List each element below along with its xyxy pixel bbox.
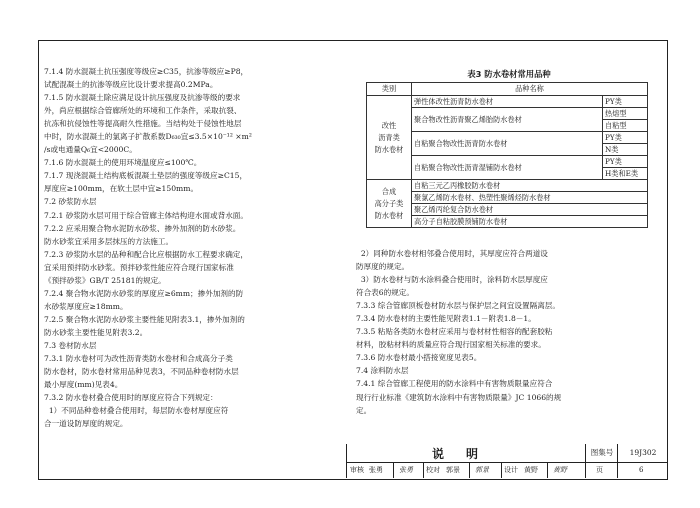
page-label: 页 [596, 466, 603, 474]
section-heading: 7.4 涂料防水层 [356, 366, 409, 376]
text-line: 宜采用预拌防水砂浆。预拌砂浆性能应符合现行国家标准 [44, 262, 234, 272]
text-line: 试配混凝土的抗渗等级应比设计要求提高0.2MPa。 [44, 80, 218, 90]
title-block [346, 444, 667, 478]
product-name: 弹性体改性沥青防水卷材 [412, 96, 603, 108]
reviewer-name: 张勇 [369, 466, 383, 474]
text-line: 7.3.3 综合管廊顶板卷材防水层与保护层之间宜设置隔离层。 [356, 301, 560, 311]
text-line: 7.2.4 聚合物水泥防水砂浆的厚度应≥6mm；掺外加剂的防 [44, 288, 244, 298]
table-row [367, 180, 648, 192]
text-line: 防水卷材，防水卷材常用品种见表3，不同品种卷材防水层 [44, 367, 239, 377]
right-text-column [356, 247, 662, 417]
text-line: 7.2.1 砂浆防水层可用于综合管廊主体结构迎水面或背水面。 [44, 210, 248, 220]
header-name: 品种名称 [412, 83, 648, 96]
text-line: 防水砂浆宜采用多层抹压的方法施工。 [44, 236, 174, 246]
text-line: 防水砂浆主要性能见附表3.2。 [44, 327, 148, 337]
review-label: 审核 [350, 466, 364, 474]
text-line: 7.4.1 综合管廊工程使用的防水涂料中有害物质限量应符合 [356, 379, 553, 389]
text-line: 7.2.5 聚合物水泥防水砂浆主要性能见附表3.1，掺外加剂的 [44, 314, 245, 324]
text-line: 7.3.2 防水卷材叠合使用时的厚度应符合下列规定： [44, 393, 218, 403]
atlas-label: 图集号 [585, 444, 618, 462]
product-type: PY类 [603, 156, 648, 168]
text-line: 水砂浆厚度应≥18mm。 [44, 301, 128, 311]
product-name: 自粘聚合物改性沥青防水卷材 [412, 132, 603, 156]
designer-name: 黄野 [524, 466, 538, 474]
product-name: 聚乙烯丙纶复合防水卷材 [412, 204, 648, 216]
product-type: N类 [603, 144, 648, 156]
text-line: /s或电通量Q₆宜<2000C。 [44, 145, 137, 155]
category-cell: 合成 高分子类 防水卷材 [367, 180, 412, 228]
reviewer-signature: 张勇 [399, 466, 413, 474]
product-name: 聚氯乙烯防水卷材、热塑性聚烯烃防水卷材 [412, 192, 648, 204]
product-type: 自粘型 [603, 120, 648, 132]
product-type: 热熔型 [603, 108, 648, 120]
title-block-top-row [347, 444, 667, 463]
text-line: 1）不同品种卷材叠合使用时，每层防水卷材厚度应符 [44, 406, 229, 416]
category-cell: 改性 沥青类 防水卷材 [367, 96, 412, 180]
text-line: 2）同种防水卷材相邻叠合使用时，其厚度应符合两道设 [356, 249, 548, 258]
text-line: 7.1.4 防水混凝土抗压强度等级应≥C35，抗渗等级应≥P8， [44, 67, 249, 76]
text-line: 7.3.4 防水卷材的主要性能见附表1.1－附表1.8－1。 [356, 314, 536, 324]
text-line: 7.1.7 现浇混凝土结构底板混凝土垫层的强度等级应≥C15， [44, 171, 248, 181]
text-line: 厚度应≥100mm，在软土层中宜≥150mm。 [44, 184, 199, 194]
text-line: 7.3.5 粘贴各类防水卷材应采用与卷材材性相容的配套胶粘 [356, 327, 553, 337]
product-name: 自粘三元乙丙橡胶防水卷材 [412, 180, 648, 192]
text-line: 抗冻和抗侵蚀性等提高耐久性措施。当结构处于侵蚀性地层 [44, 119, 242, 129]
title-block-sign-row [347, 462, 667, 478]
checker-name: 郭景 [446, 466, 460, 474]
text-line: 7.1.6 防水混凝土的使用环境温度应≤100℃。 [44, 158, 202, 168]
section-heading: 7.2 砂浆防水层 [44, 197, 97, 207]
product-type: PY类 [603, 96, 648, 108]
text-line: 7.3.6 防水卷材最小搭接宽度见表5。 [356, 353, 482, 363]
text-line: 符合表6的规定。 [356, 288, 414, 298]
text-line: 7.3.1 防水卷材可为改性沥青类防水卷材和合成高分子类 [44, 354, 233, 364]
text-line: 最小厚度(mm)见表4。 [44, 380, 123, 390]
text-line: 中时，防水混凝土的氯离子扩散系数D₆₃₀宜≤3.5×10⁻¹² ×m² [44, 132, 252, 142]
product-name: 聚合物改性沥青聚乙烯胎防水卷材 [412, 108, 603, 132]
sheet-title: 说明 [431, 447, 500, 461]
table-header-row [367, 83, 648, 96]
check-label: 校对 [426, 466, 440, 474]
text-line: 外，尚应根据综合管廊所处的环境和工作条件，采取抗裂、 [44, 106, 242, 116]
product-name: 自粘聚合物改性沥青湿铺防水卷材 [412, 156, 603, 180]
text-line: 3）防水卷材与防水涂料叠合使用时，涂料防水层厚度应 [356, 275, 548, 285]
section-heading: 7.3 卷材防水层 [44, 340, 97, 350]
checker-signature: 郭景 [475, 466, 489, 474]
designer-signature: 黄野 [553, 466, 567, 474]
text-line: 7.1.5 防水混凝土除应满足设计抗压强度及抗渗等级的要求 [44, 93, 241, 103]
product-type: H类和E类 [603, 168, 648, 180]
table-title: 表3 防水卷材常用品种 [467, 69, 551, 79]
left-text-column [44, 65, 338, 430]
text-line: 7.2.2 应采用聚合物水泥防水砂浆、掺外加剂的防水砂浆。 [44, 223, 241, 233]
membrane-types-table [366, 82, 648, 228]
text-line: 现行行业标准《建筑防水涂料中有害物质限量》JC 1066的规 [356, 392, 562, 402]
product-type: PY类 [603, 132, 648, 144]
product-name: 高分子自粘胶膜预铺防水卷材 [412, 216, 648, 228]
text-line: 《预拌砂浆》GB/T 25181的规定。 [44, 275, 166, 285]
text-line: 防厚度的规定。 [356, 262, 410, 272]
text-line: 材料，胶粘材料的质量应符合现行国家相关标准的要求。 [356, 340, 546, 350]
header-category: 类别 [367, 83, 412, 96]
page-number: 6 [639, 466, 644, 474]
design-label: 设计 [504, 466, 518, 474]
text-line: 合一道设防厚度的规定。 [44, 419, 128, 429]
table-row [367, 96, 648, 108]
text-line: 定。 [356, 405, 372, 415]
text-line: 7.2.3 砂浆防水层的品种和配合比应根据防水工程要求确定， [44, 249, 248, 259]
atlas-number: 19J302 [617, 444, 668, 462]
